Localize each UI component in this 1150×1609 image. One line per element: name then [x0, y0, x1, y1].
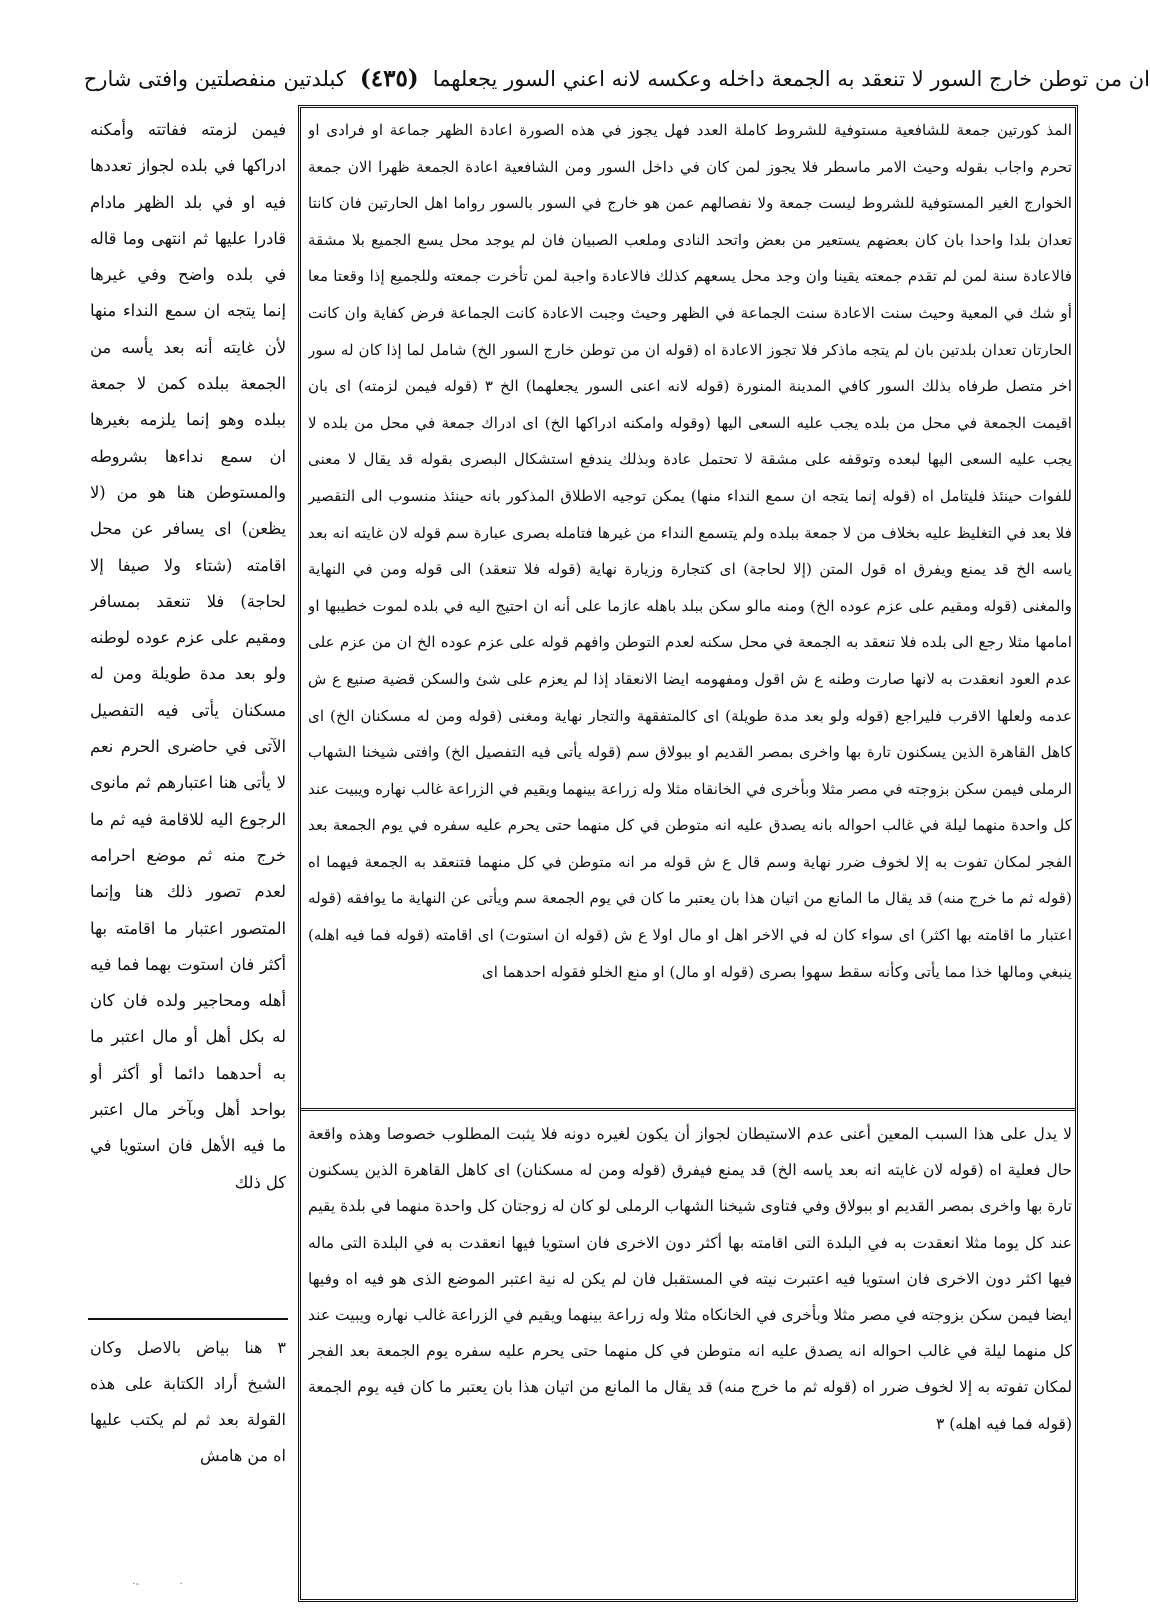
header-text-left: كبلدتين منفصلتين وافتى شارح: [83, 67, 346, 91]
lower-commentary: لا يدل على هذا السبب المعين أعنى عدم الاستيطان لجواز أن يكون لغيره دونه فلا يثبت المطلوب خصوصا وهذه واقعة حال فعلية اه (قوله لان غايته انه بعد ياسه الخ) قد يمنع فيفرق (قوله ومن له مسكنان) اى كاهل القاهرة الذين يسكنون تارة بها واخرى بمصر القديم او ببولاق وفي فتاوى شيخنا الشهاب الرملى لو كان له زوجتان كل واحدة منهما في بلدة يقيم عند كل يوما مثلا انعقدت به في البلدة التى اقامته بها أكثر دون الاخرى فان استويا فيها انعقدت به في البلدة التى ماله فيها اكثر دون الاخرى فان استويا فيه اعتبرت نيته في المستقبل فان لم يكن له نية اعتبر الموضع الذى هو فيه اه وفيها ايضا فيمن سكن بزوجته في مصر مثلا وبأخرى في الخانكاه مثلا وله زراعة بينهما ويقيم في الزراعة غالب نهاره ويبيت عند كل منهما ليلة في غالب احواله انه يصدق عليه انه متوطن في كل منهما حتى يحرم عليه سفره يوم الجمعة بعد الفجر لمكان تفوته به إلا لخوف ضرر اه (قوله ثم ما خرج منه) قد يقال ما المانع من اتيان هذا بان يعتبر ما كان فيه يوم الجمعة (قوله فما فيه اهله) ٣: [308, 1125, 1072, 1433]
section-divider: [301, 1108, 1075, 1111]
running-header: [78, 62, 1150, 96]
header-text-right: ان من توطن خارج السور لا تنعقد به الجمعة داخله وعكسه لانه اعني السور يجعلهما: [432, 67, 1150, 91]
margin-divider: [88, 1318, 288, 1320]
page-number: (٤٣٥): [359, 65, 419, 92]
marginal-text: فيمن لزمته ففاتته وأمكنه ادراكها في بلده لجواز تعددها فيه او في بلد الظهر مادام قادرا عليها ثم انتهى وما قاله في بلده واضح وفي غيرها إنما يتجه ان سمع النداء منها لأن غايته أنه بعد يأسه من الجمعة ببلده كمن لا جمعة ببلده وهو إنما يلزمه بغيرها ان سمع نداءها بشروطه والمستوطن هنا هو من (لا يظعن) اى يسافر عن محل اقامته (شتاء ولا صيفا إلا لحاجة) فلا تنعقد بمسافر ومقيم على عزم عوده لوطنه ولو بعد مدة طويلة ومن له مسكنان يأتى فيه التفصيل الآتى في حاضرى الحرم نعم لا يأتى هنا اعتبارهم ثم مانوى الرجوع اليه للاقامة فيه ثم ما خرج منه ثم موضع احرامه لعدم تصور ذلك هنا وإنما المتصور اعتبار ما اقامته بها أكثر فان استوت بهما فما فيه أهله ومحاجير ولده فان كان له بكل أهل أو مال اعتبر ما به أحدهما دائما أو أكثر أو بواحد أهل وبآخر مال اعتبر ما فيه الأهل فان استويا في كل ذلك: [90, 120, 286, 1192]
margin-footnote: ٣ هنا بياض بالاصل وكان الشيخ أراد الكتابة على هذه القولة بعد ثم لم يكتب عليها اه من هامش: [90, 1338, 286, 1465]
main-commentary: المذ كورتين جمعة للشافعية مستوفية للشروط كاملة العدد فهل يجوز في هذه الصورة اعادة الظهر جماعة او فرادى او تحرم واجاب بقوله وحيث الامر ماسطر فلا يجوز لمن كان في داخل السور ومن الشافعية اعادة الجمعة ظهرا الان جمعة الخوارج الغير المستوفية للشروط ليست جمعة ولا نفصالهم عمن هو خارج في السور بالسور رواما اهل الحارتين فان كانتا تعدان بلدا واحدا بان كان بعضهم يستعير من بعض واتحد النادى وملعب الصبيان فان لم يوجد محل يسع الجميع بلا مشقة فالاعادة سنة لمن لم تقدم جمعته يقينا وان وجد محل يسعهم كذلك فالاعادة واجبة لمن تأخرت جمعته وللجميع إذا وقعتا معا أو شك في المعية وحيث سنت الاعادة سنت الجماعة في الظهر وحيث وجبت الاعادة كانت الجماعة فرض كفاية وان كانت الحارتان تعدان بلدتين بان لم يتجه ماذكر فلا تجوز الاعادة اه (قوله ان من توطن خارج السور الخ) شامل لما إذا كان له سور اخر متصل طرفاه بذلك السور كافي المدينة المنورة (قوله لانه اعنى السور يجعلهما) الخ ٣ (قوله فيمن لزمته) اى بان اقيمت الجمعة في محل من بلده يجب عليه السعى اليها (وقوله وامكنه ادراكها الخ) اى ادراك جمعة في محل من بلده لا يجب عليه السعى اليها لبعده وتوقفه على مشقة لا تحتمل عادة وبذلك يندفع استشكال البصرى بقوله قد يقال لا معنى للفوات حينئذ فليتامل اه (قوله إنما يتجه ان سمع النداء منها) يمكن توجيه الاطلاق المذكور بانه حينئذ منسوب الى التقصير فلا بعد في التغليظ عليه بخلاف من لا جمعة ببلده ولم يتسمع النداء من غيرها فتامله بصرى عبارة سم قوله لان غايته انه بعد ياسه الخ قد يمنع ويفرق اه قول المتن (إلا لحاجة) اى كتجارة وزيارة نهاية (قوله فلا تنعقد) الى قوله ومن في النهاية والمغنى (قوله ومقيم على عزم عوده الخ) ومنه مالو سكن ببلد باهله عازما على أنه ان احتيج اليه في بلده لموت خطيبها او امامها مثلا رجع الى بلده فلا تنعقد به الجمعة في محل سكنه لعدم التوطن وافهم قوله على عزم عوده الخ ان من عزم على عدم العود انعقدت به لانها صارت وطنه ع ش اقول ومفهومه ايضا الانعقاد إذا لم يعزم على شئ والسكن قضية صنيع ع ش عدمه ولعلها الاقرب فليراجع (قوله ولو بعد مدة طويلة) اى كالمتفقهة والتجار نهاية ومغنى (قوله ومن له مسكنان الخ) اى كاهل القاهرة الذين يسكنون تارة بها واخرى بمصر القديم او ببولاق سم (قوله يأتى فيه التفصيل الخ) وافتى شيخنا الشهاب الرملى فيمن سكن بزوجته في مصر مثلا وبأخرى في الخانقاه مثلا وله زراعة بينهما ويقيم في الزراعة غالب نهاره ويبيت عند كل واحدة منهما ليلة في غالب احواله بانه يصدق عليه انه متوطن في كل منهما حتى يحرم عليه سفره في يوم الجمعة بعد الفجر لمكان تفوت به إلا لخوف ضرر نهاية وسم قال ع ش قوله مر انه متوطن في كل منهما فتنعقد به الجمعة فيهما اه (قوله ثم ما خرج منه) قد يقال ما المانع من اتيان هذا بان يعتبر ما كان في يوم الجمعة سم ويأتى عن النهاية ما يوافقه (قوله اعتبار ما اقامته بها اكثر) اى سواء كان له في الاخر اهل او مال اولا ع ش (قوله ان استوت) اى اقامته (قوله فما فيه اهله) ينبغي ومالها خذا مما يأتى وكأنه سقط سهوا بصرى (قوله او مال) او منع الخلو فقوله احدهما اى: [308, 121, 1072, 981]
page-footer-marks: [92, 1577, 183, 1590]
footer-mark: ·-: [132, 1577, 140, 1590]
footer-mark: ·: [179, 1577, 183, 1590]
